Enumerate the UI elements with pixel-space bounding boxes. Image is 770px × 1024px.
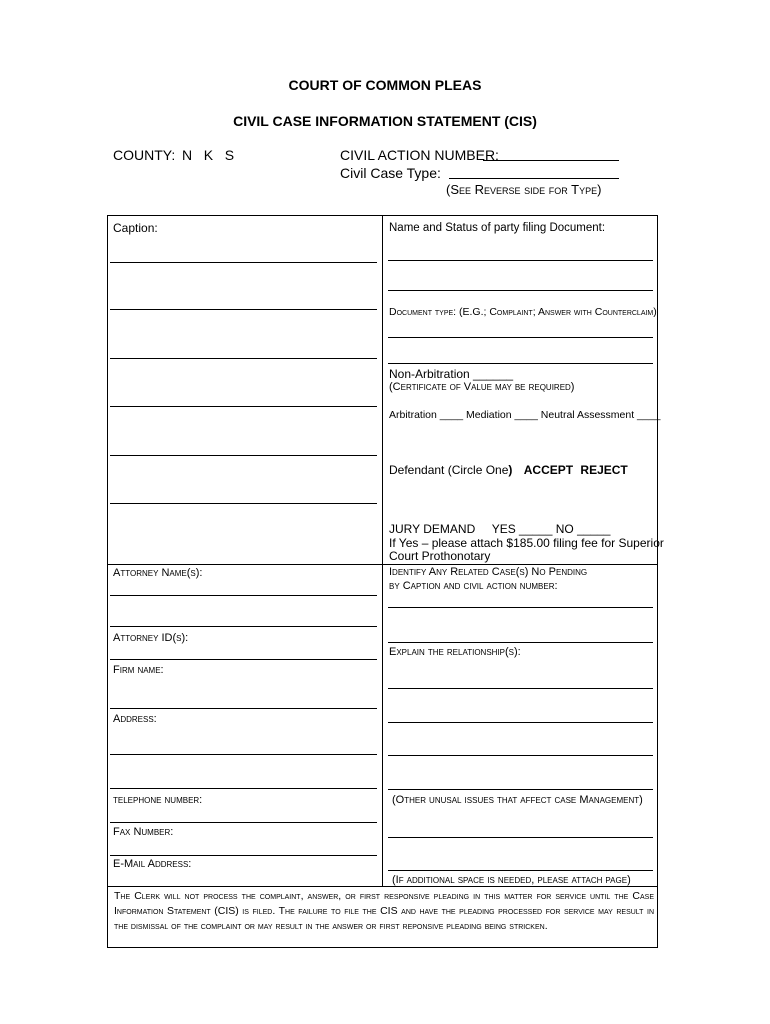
relationship-line-3[interactable] (388, 755, 653, 756)
attorney-names-line-1[interactable] (110, 595, 377, 596)
related-cases-label-2: by Caption and civil action number: (389, 580, 558, 592)
document-type-line-2[interactable] (388, 363, 653, 364)
reverse-side-note: (See Reverse side for Type) (446, 182, 602, 197)
caption-line-5[interactable] (110, 455, 377, 456)
address-line-1[interactable] (110, 754, 377, 755)
non-arbitration-label: Non-Arbitration ______ (389, 367, 514, 381)
form-title: COURT OF COMMON PLEAS (288, 77, 482, 93)
related-cases-label-1: Identify Any Related Case(s) No Pending (389, 566, 588, 578)
clerk-notice: The Clerk will not process the complaint, answer, or first responsive pleading in this matter for service until the Case Information Statement (CIS) is filed. The failure to file the CIS and have the pleading processed for service may result in the dismissal of the complaint or may result in the answer or first reponsive pleading being stricken. (114, 890, 654, 932)
address-label: Address: (113, 713, 157, 725)
column-divider (382, 215, 383, 886)
caption-line-2[interactable] (110, 309, 377, 310)
caption-line-6[interactable] (110, 503, 377, 504)
attorney-names-label: Attorney Name(s): (113, 567, 203, 579)
county-label: COUNTY: (113, 147, 176, 163)
reject-option[interactable]: REJECT (580, 463, 628, 477)
section-divider-attorney (107, 564, 658, 565)
civil-action-number-label: CIVIL ACTION NUMBER: (340, 147, 499, 163)
document-type-label: Document type: (E.G.; Complaint; Answer with Counterclaim) (389, 306, 657, 318)
county-value: N K S (182, 147, 235, 163)
arbitration-options: Arbitration ____ Mediation ____ Neutral Assessment ____ (389, 409, 661, 421)
additional-space-note: (If additional space is needed, please attach page) (392, 874, 631, 886)
email-label: E-Mail Address: (113, 858, 192, 870)
accept-option[interactable]: ACCEPT (523, 463, 574, 477)
relationship-line-2[interactable] (388, 722, 653, 723)
relationship-line-4[interactable] (388, 789, 653, 790)
related-cases-line-1[interactable] (388, 607, 653, 608)
fax-label: Fax Number: (113, 826, 174, 838)
address-line-2[interactable] (110, 788, 377, 789)
telephone-line[interactable] (110, 822, 377, 823)
party-status-line-2[interactable] (388, 290, 653, 291)
explain-relationship-label: Explain the relationship(s): (389, 646, 521, 658)
telephone-label: telephone number: (113, 794, 203, 806)
document-type-line-1[interactable] (388, 337, 653, 338)
caption-line-4[interactable] (110, 406, 377, 407)
jury-demand-line: JURY DEMAND YES _____ NO _____ (389, 522, 611, 536)
jury-fee-line-1: If Yes – please attach $185.00 filing fee for Superior (389, 536, 664, 550)
other-issues-line-1[interactable] (388, 837, 653, 838)
other-issues-label: (Other unusal issues that affect case Management) (392, 794, 643, 806)
defendant-label: Defendant (Circle One (389, 463, 509, 477)
firm-name-line[interactable] (110, 708, 377, 709)
other-issues-line-2[interactable] (388, 870, 653, 871)
fax-line[interactable] (110, 855, 377, 856)
caption-line-1[interactable] (110, 262, 377, 263)
attorney-ids-label: Attorney ID(s): (113, 632, 189, 644)
civil-action-number-field[interactable] (483, 160, 619, 161)
civil-case-type-field[interactable] (449, 178, 619, 179)
jury-fee-line-2: Court Prothonotary (389, 549, 491, 563)
caption-label: Caption: (113, 221, 158, 235)
certificate-of-value-note: (Certificate of Value may be required) (389, 381, 575, 393)
party-status-label: Name and Status of party filing Document: (389, 222, 606, 234)
civil-case-type-label: Civil Case Type: (340, 165, 441, 181)
caption-line-3[interactable] (110, 358, 377, 359)
related-cases-line-2[interactable] (388, 642, 653, 643)
relationship-line-1[interactable] (388, 688, 653, 689)
form-subtitle: CIVIL CASE INFORMATION STATEMENT (CIS) (233, 113, 537, 129)
defendant-circle-one (389, 463, 628, 477)
defendant-paren: ) (508, 463, 513, 477)
attorney-names-line-2[interactable] (110, 626, 377, 627)
attorney-ids-line[interactable] (110, 659, 377, 660)
party-status-line-1[interactable] (388, 260, 653, 261)
firm-name-label: Firm name: (113, 664, 164, 676)
